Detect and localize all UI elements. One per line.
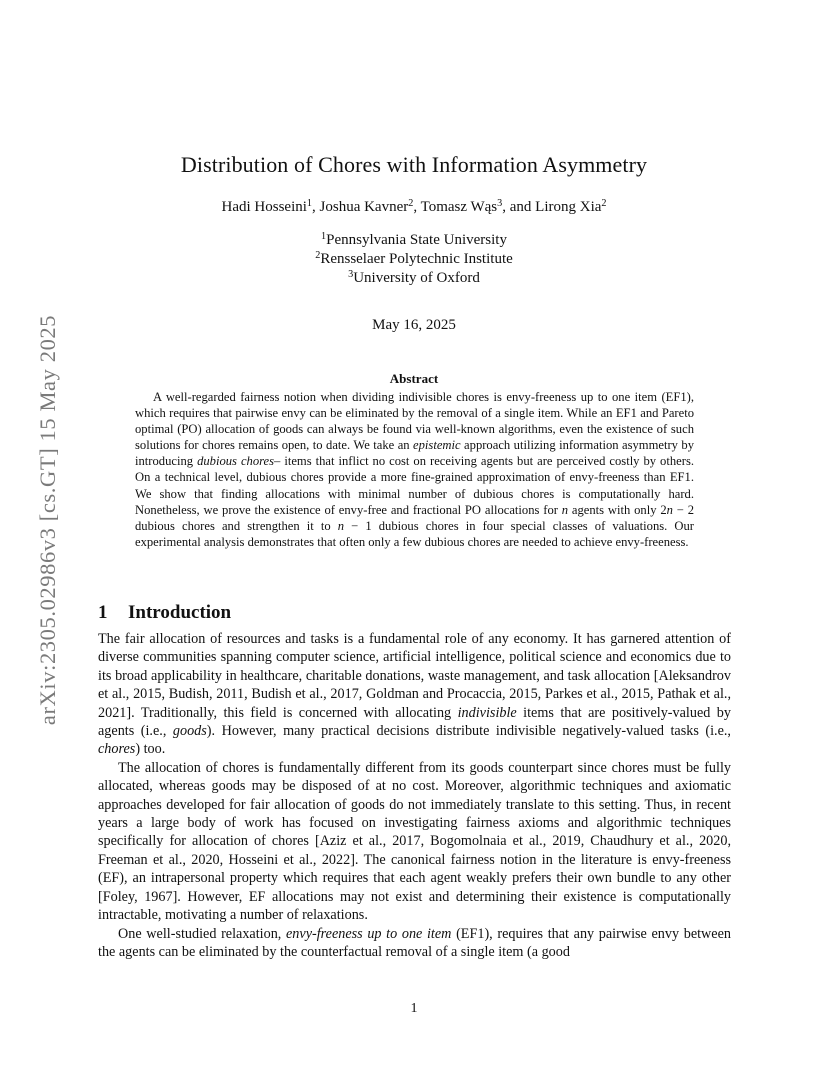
affiliation-mark: 2	[315, 250, 321, 262]
section-body	[98, 630, 731, 961]
text-run: (EF1), requires that any pairwise envy between the agents can be eliminated by the counterfactual removal of a single item (a good	[98, 925, 731, 960]
text-run: The fair allocation of resources and tasks is a fundamental role of any economy. It has garnered attention of diverse communities spanning computer science, artificial intelligence, political science and economics due to its broad applicability in healthcare, charitable donations, waste management, and task allocation [Aleksandrov et al., 2015, Budish, 2011, Budish et al., 2017, Goldman and Procaccia, 2015, Parkes et al., 2015, Pathak et al., 2021]. Traditionally, this field is concerned with allocating	[98, 631, 731, 721]
math-variable: n	[337, 518, 345, 533]
paragraph	[98, 759, 731, 925]
affiliation-list	[0, 231, 828, 288]
affiliation-name: University of Oxford	[353, 270, 480, 286]
affiliation	[0, 250, 828, 269]
abstract-text	[135, 389, 694, 550]
affiliation-mark: 3	[497, 198, 503, 210]
affiliation-mark: 1	[321, 231, 327, 243]
arxiv-identifier: arXiv:2305.02986v3 [cs.GT] 15 May 2025	[35, 314, 60, 726]
author-name: Hadi Hosseini	[221, 199, 307, 215]
affiliation-mark: 2	[408, 198, 414, 210]
text-run: agents with only 2	[568, 502, 667, 517]
section-heading	[98, 602, 231, 624]
affiliation-name: Pennsylvania State University	[326, 232, 507, 248]
abstract-heading: Abstract	[389, 371, 439, 386]
author-separator: ,	[413, 199, 421, 215]
section-title: Introduction	[128, 602, 232, 623]
emphasis: chores	[98, 741, 136, 758]
text-run: ). However, many practical decisions distribute indivisible negatively-valued tasks (i.e.,	[206, 723, 731, 740]
author-separator: ,	[312, 199, 320, 215]
affiliation	[0, 269, 828, 288]
author-name: Tomasz Wąs	[420, 199, 498, 215]
math-variable: n	[561, 502, 569, 517]
author-list	[0, 199, 828, 216]
affiliation-name: Rensselaer Polytechnic Institute	[320, 251, 513, 267]
text-run: A well-regarded fairness notion when dividing indivisible chores is envy-freeness up to one item (EF1), which requires that pairwise envy can be eliminated by the removal of a single item. While an EF1 and Pareto optimal (PO) allocation of goods can always be found via well-known algorithms, even the existence of such solutions for chores remains open, to date. We take an	[135, 390, 694, 453]
author-name: Lirong Xia	[535, 199, 602, 215]
affiliation-mark: 1	[306, 198, 313, 210]
text-run: approach utilizing information asymmetry by introducing	[135, 438, 694, 469]
emphasis: goods	[172, 723, 207, 740]
affiliation-mark: 3	[348, 269, 354, 281]
text-run: The allocation of chores is fundamentally different from its goods counterpart since chores must be fully allocated, whereas goods may be disposed of at no cost. Moreover, algorithmic techniques and axiomatic approaches developed for fair allocation of goods do not immediately translate to this setting. Thus, in recent years a large body of work has focused on investigating fairness axioms and algorithmic techniques specifically for allocation of chores [Aziz et al., 2017, Bogomolnaia et al., 2019, Chaudhury et al., 2020, Freeman et al., 2020, Hosseini et al., 2022]. The canonical fairness notion in the literature is envy-freeness (EF), an intrapersonal property which requires that each agent weakly prefers their own bundle to any other [Foley, 1967]. However, EF allocations may not exist and determining their existence is computationally intractable, motivating a number of relaxations.	[98, 759, 731, 924]
paragraph	[98, 630, 731, 759]
emphasis: epistemic	[413, 438, 461, 453]
paragraph	[98, 925, 731, 962]
publication-date: May 16, 2025	[372, 317, 456, 333]
text-run: − 2 dubious chores and strengthen it to	[135, 502, 694, 533]
emphasis: dubious chores	[197, 454, 275, 469]
paper-title: Distribution of Chores with Information Asymmetry	[180, 152, 648, 177]
text-run: – items that inflict no cost on receiving agents but are perceived costly by others. On a technical level, dubious chores provide a more fine-grained approximation of envy-freeness than EF1. We show that finding allocations with minimal number of dubious chores is computationally hard. Nonetheless, we prove the existence of envy-free and fractional PO allocations for	[135, 454, 694, 517]
section-number: 1	[98, 602, 108, 623]
text-run: ) too.	[135, 741, 166, 758]
text-run: One well-studied relaxation,	[118, 925, 286, 942]
text-run: items that are positively-valued by agents (i.e.,	[98, 704, 731, 740]
affiliation-mark: 2	[601, 198, 607, 210]
author-name: Joshua Kavner	[319, 199, 409, 215]
page-number: 1	[410, 1001, 418, 1016]
emphasis: envy-freeness up to one item	[286, 925, 452, 942]
math-variable: n	[666, 502, 673, 517]
author-separator: , and	[502, 199, 536, 215]
text-run: − 1 dubious chores in four special classes of valuations. Our experimental analysis demonstrates that often only a few dubious chores are needed to achieve envy-freeness.	[135, 518, 694, 549]
affiliation	[0, 231, 828, 250]
emphasis: indivisible	[457, 704, 517, 721]
